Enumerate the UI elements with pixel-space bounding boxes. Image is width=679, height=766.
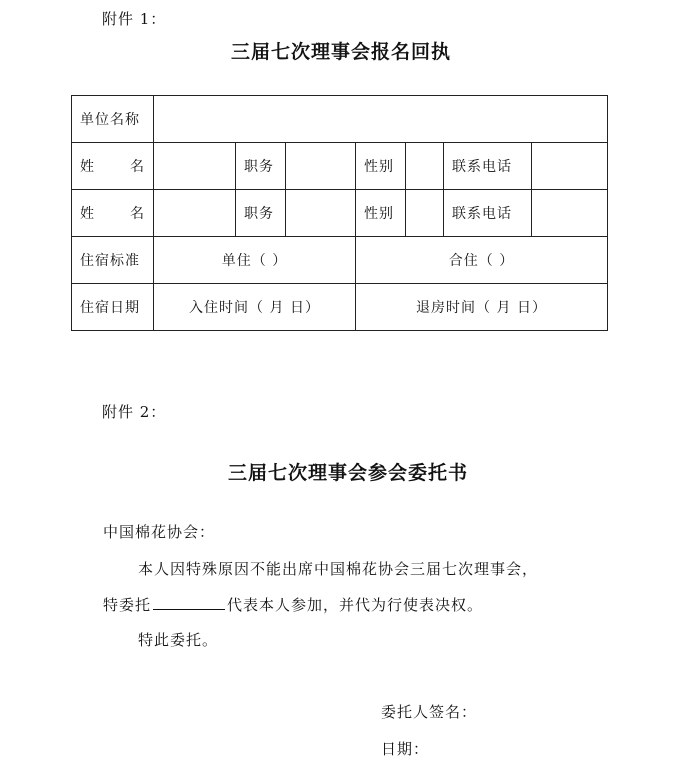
table-row <box>72 96 608 143</box>
proxy-paragraph-2: 特委托 代表本人参加，并代为行使表决权。 <box>103 596 484 614</box>
salutation: 中国棉花协会： <box>103 523 216 541</box>
name-label: 姓 名 <box>72 143 154 190</box>
checkin-date-field[interactable]: 入住时间（ 月 日） <box>154 284 356 331</box>
attachment-2-title: 三届七次理事会参会委托书 <box>228 462 469 484</box>
phone-field[interactable] <box>532 190 608 237</box>
proxy-paragraph-1: 本人因特殊原因不能出席中国棉花协会三届七次理事会， <box>138 560 539 578</box>
date-label: 日期： <box>381 740 430 758</box>
phone-field[interactable] <box>532 143 608 190</box>
position-field[interactable] <box>286 143 356 190</box>
phone-label: 联系电话 <box>444 143 532 190</box>
position-field[interactable] <box>286 190 356 237</box>
checkout-date-field[interactable]: 退房时间（ 月 日） <box>356 284 608 331</box>
name-label: 姓 名 <box>72 190 154 237</box>
gender-field[interactable] <box>406 190 444 237</box>
proxy-name-blank[interactable] <box>153 595 225 610</box>
unit-name-field[interactable] <box>154 96 608 143</box>
gender-label: 性别 <box>356 143 406 190</box>
lodging-standard-label: 住宿标准 <box>72 237 154 284</box>
gender-label: 性别 <box>356 190 406 237</box>
attachment-2-label: 附件 2： <box>102 403 167 421</box>
position-label: 职务 <box>236 190 286 237</box>
lodging-date-label: 住宿日期 <box>72 284 154 331</box>
shared-room-option[interactable]: 合住（ ） <box>356 237 608 284</box>
attachment-1-label: 附件 1： <box>102 10 167 28</box>
unit-name-label: 单位名称 <box>72 96 154 143</box>
name-field[interactable] <box>154 143 236 190</box>
gender-field[interactable] <box>406 143 444 190</box>
phone-label: 联系电话 <box>444 190 532 237</box>
registration-form-table <box>71 95 608 331</box>
proxy-paragraph-3: 特此委托。 <box>138 631 219 649</box>
table-row <box>72 190 608 237</box>
table-row <box>72 237 608 284</box>
table-row <box>72 284 608 331</box>
name-field[interactable] <box>154 190 236 237</box>
position-label: 职务 <box>236 143 286 190</box>
table-row <box>72 143 608 190</box>
signature-label: 委托人签名： <box>381 703 478 721</box>
attachment-1-title: 三届七次理事会报名回执 <box>231 41 452 63</box>
single-room-option[interactable]: 单住（ ） <box>154 237 356 284</box>
